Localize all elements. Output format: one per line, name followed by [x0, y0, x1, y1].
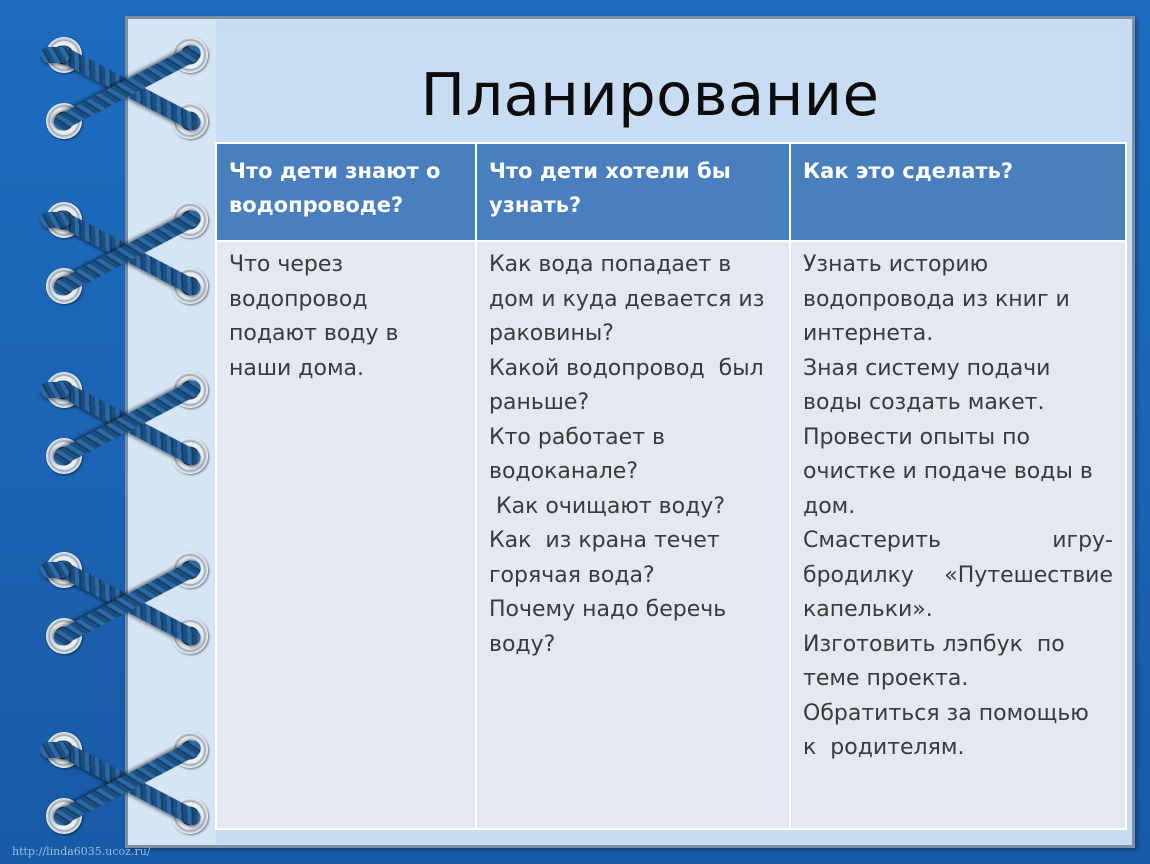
text-line: Зная систему подачи	[803, 355, 1051, 381]
text-line: дом и куда девается из	[489, 286, 765, 312]
text-line: интернета.	[803, 321, 934, 346]
text-line: Изготовить лэпбук по	[803, 631, 1065, 657]
cell-how	[790, 241, 1126, 829]
text-line: наши дома.	[229, 355, 365, 381]
text-line: очистке и подаче воды в	[803, 459, 1093, 484]
planning-table	[215, 142, 1127, 830]
text-line: Провести опыты по	[803, 424, 1030, 450]
text-line: Как из крана течет	[489, 528, 720, 553]
text-line: к родителям.	[803, 735, 965, 760]
text-line: теме проекта.	[803, 666, 969, 691]
table-row	[216, 241, 1126, 829]
text-line: горячая вода?	[489, 562, 655, 588]
lace-strand	[40, 742, 70, 758]
text-line: дом.	[803, 493, 856, 519]
lace-strand	[40, 562, 70, 578]
table-header-row	[216, 143, 1126, 241]
text-line: Как вода попадает в	[489, 252, 732, 277]
text-line: бродилку «Путешествие	[803, 562, 1113, 588]
text-line: Узнать историю	[803, 252, 989, 277]
text-line: водоканале?	[489, 459, 639, 484]
header-what-children-want: Что дети хотели бы узнать?	[476, 143, 790, 241]
text-line: раковины?	[489, 321, 614, 346]
text-line: Как очищают воду?	[489, 493, 726, 519]
cell-know	[216, 241, 476, 829]
slide-title: Планирование	[420, 60, 880, 129]
text-line: воды создать макет.	[803, 390, 1045, 415]
text-line: Обратиться за помощью	[803, 700, 1089, 726]
text-line: Кто работает в	[489, 424, 665, 450]
text-line: Смастерить игру-	[803, 528, 1113, 553]
cell-want	[476, 241, 790, 829]
text-line: капельки».	[803, 597, 933, 622]
header-how-to-do: Как это сделать?	[790, 143, 1126, 241]
text-line: воду?	[489, 631, 556, 657]
text-line: Что через	[229, 252, 344, 277]
text-line: раньше?	[489, 390, 590, 415]
title-area	[0, 0, 1150, 140]
text-line: Почему надо беречь	[489, 597, 727, 622]
text-line: водопровод	[229, 286, 368, 312]
lace-strand	[40, 382, 70, 398]
text-line: водопровода из книг и	[803, 286, 1070, 312]
lace-strand	[40, 212, 70, 228]
header-what-children-know: Что дети знают о водопроводе?	[216, 143, 476, 241]
text-line: подают воду в	[229, 321, 399, 346]
footer-url: http://linda6035.ucoz.ru/	[12, 845, 151, 858]
text-line: Какой водопровод был	[489, 355, 764, 381]
